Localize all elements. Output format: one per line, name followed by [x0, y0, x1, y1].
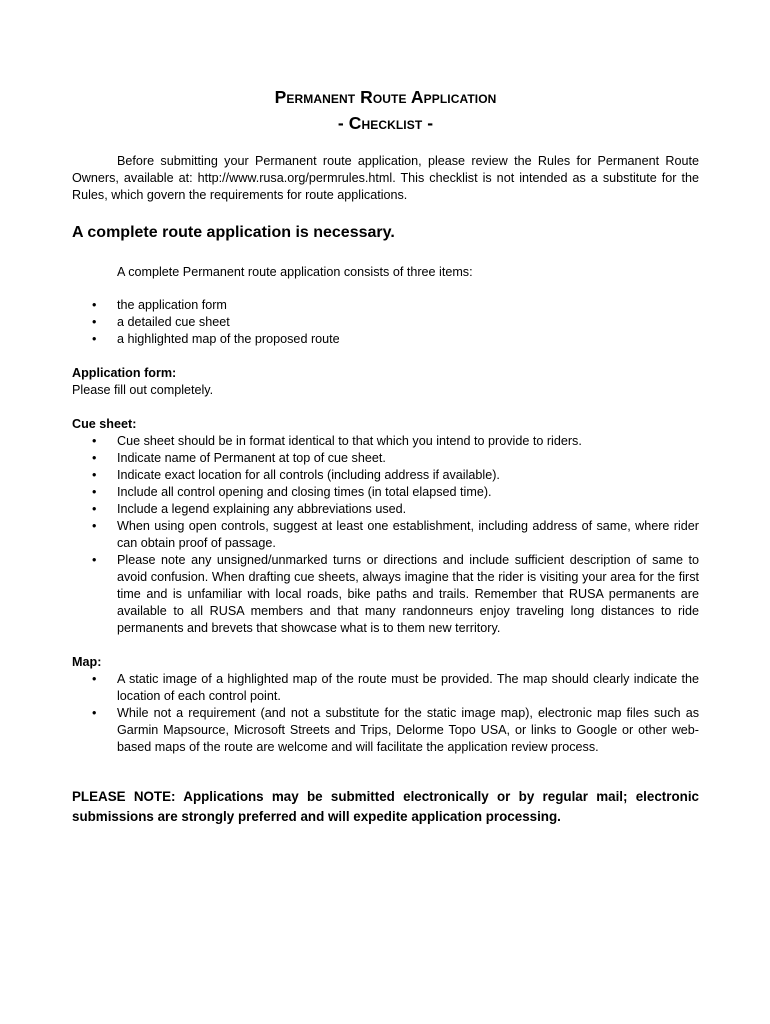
bullet-icon: • [92, 451, 97, 465]
bullet-icon: • [92, 553, 97, 567]
cue-sheet-heading: Cue sheet: [72, 417, 137, 431]
list-item: • Include all control opening and closing times (in total elapsed time). [92, 485, 492, 499]
list-item: • a highlighted map of the proposed route [92, 332, 340, 346]
bullet-icon: • [92, 502, 97, 516]
list-item: • the application form [92, 298, 227, 312]
map-list [72, 671, 699, 756]
title-line-1: Permanent Route Application [274, 87, 497, 107]
list-item: • A static image of a highlighted map of the route must be provided. The map should clearly indicate the location of each control point. [92, 672, 699, 703]
bullet-icon: • [92, 468, 97, 482]
application-form-section [72, 365, 699, 399]
application-form-heading: Application form: [72, 366, 177, 380]
title-line-2: - Checklist - [337, 113, 434, 133]
list-item: • While not a requirement (and not a substitute for the static image map), electronic map files such as Garmin Mapsource, Microsoft Streets and Trips, Delorme Topo USA, or links to Google or other web-based maps of the route are welcome and will facilitate the application review process. [92, 706, 699, 754]
list-item: • Include a legend explaining any abbreviations used. [92, 502, 407, 516]
bullet-icon: • [92, 298, 97, 312]
list-item: • Please note any unsigned/unmarked turns or directions and include sufficient description of same to avoid confusion. When drafting cue sheets, always imagine that the rider is visiting your area for the first time and is unfamiliar with local roads, bike paths and trails. Remember that RUSA permanents are available to all RUSA members and that many randonneurs enjoy traveling long distances to ride permanents and brevets that showcase what is to them new territory. [92, 553, 699, 635]
bullet-icon: • [92, 519, 97, 533]
list-item: • Indicate exact location for all controls (including address if available). [92, 468, 500, 482]
intro-paragraph: Before submitting your Permanent route application, please review the Rules for Permanent Route Owners, available at: http://www.rusa.org/permrules.html. This checklist is not intended as a substitute for the Rules, which govern the requirements for route applications. [72, 154, 699, 202]
section-heading: A complete route application is necessary. [72, 224, 395, 241]
lead-paragraph: A complete Permanent route application consists of three items: [117, 265, 473, 279]
bullet-icon: • [92, 485, 97, 499]
list-item: • a detailed cue sheet [92, 315, 230, 329]
bullet-icon: • [92, 434, 97, 448]
bullet-icon: • [92, 672, 97, 686]
map-section [72, 654, 699, 756]
cue-sheet-section [72, 416, 699, 637]
list-item: • Cue sheet should be in format identical to that which you intend to provide to riders. [92, 434, 582, 448]
list-item: • Indicate name of Permanent at top of cue sheet. [92, 451, 386, 465]
cue-sheet-list [72, 433, 699, 637]
application-form-text: Please fill out completely. [72, 383, 214, 397]
document-title [72, 84, 699, 136]
bullet-icon: • [92, 315, 97, 329]
map-heading: Map: [72, 655, 102, 669]
bullet-icon: • [92, 332, 97, 346]
list-item: • When using open controls, suggest at least one establishment, including address of same, where rider can obtain proof of passage. [92, 519, 699, 550]
bullet-icon: • [92, 706, 97, 720]
required-items-list [72, 297, 699, 348]
please-note-paragraph: PLEASE NOTE: Applications may be submitted electronically or by regular mail; electronic submissions are strongly preferred and will expedite application processing. [72, 789, 699, 824]
